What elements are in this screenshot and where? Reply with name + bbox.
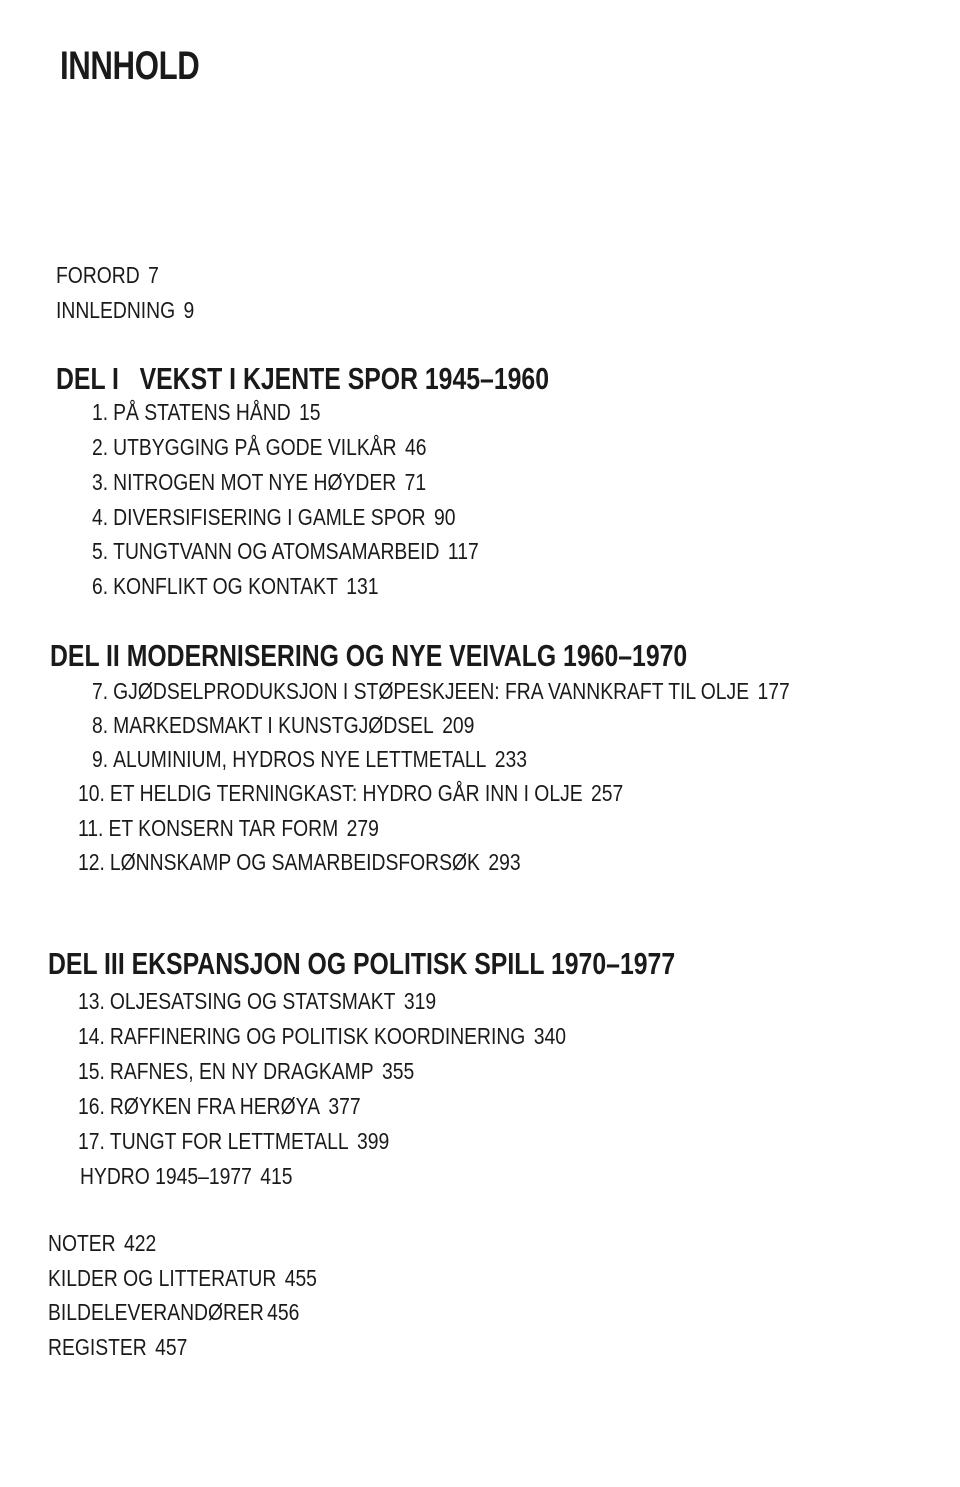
- toc-chapter-8[interactable]: [92, 712, 547, 739]
- toc-entry-page: 456: [267, 1299, 300, 1325]
- toc-page-title-wrap: [60, 44, 239, 89]
- chapter-title: UTBYGGING PÅ GODE VILKÅR: [113, 434, 397, 460]
- chapter-number: 4.: [92, 504, 109, 530]
- toc-entry-label: NOTER: [48, 1230, 116, 1256]
- chapter-number: 3.: [92, 469, 109, 495]
- toc-chapter-15[interactable]: [78, 1058, 478, 1085]
- chapter-title: DIVERSIFISERING I GAMLE SPOR: [113, 504, 426, 530]
- toc-entry-index[interactable]: [48, 1334, 214, 1361]
- chapter-page: 377: [328, 1093, 361, 1119]
- toc-entry-page: 7: [148, 262, 159, 288]
- chapter-page: 117: [447, 538, 479, 564]
- chapter-title: MARKEDSMAKT I KUNSTGJØDSEL: [113, 712, 434, 738]
- toc-chapter-6[interactable]: [92, 573, 433, 600]
- page-title: INNHOLD: [60, 44, 200, 88]
- chapter-number: 2.: [92, 434, 109, 460]
- toc-chapter-7[interactable]: [92, 678, 923, 705]
- chapter-number: 14.: [78, 1023, 105, 1049]
- chapter-title: RØYKEN FRA HERØYA: [109, 1093, 320, 1119]
- part-3-heading-wrap: [48, 946, 832, 982]
- chapter-title: TUNGT FOR LETTMETALL: [109, 1128, 349, 1154]
- chapter-number: 5.: [92, 538, 109, 564]
- chapter-number: 1.: [92, 399, 109, 425]
- chapter-page: 177: [757, 678, 790, 704]
- toc-entry-label: INNLEDNING: [56, 297, 176, 323]
- toc-entry-notes[interactable]: [48, 1230, 177, 1257]
- chapter-number: 15.: [78, 1058, 105, 1084]
- toc-chapter-2[interactable]: [92, 434, 490, 461]
- part-2-heading-wrap: [50, 638, 847, 674]
- toc-appendix-hydro[interactable]: [80, 1163, 333, 1190]
- toc-entry-introduction[interactable]: [56, 297, 221, 324]
- chapter-page: 319: [403, 988, 437, 1014]
- chapter-number: 8.: [92, 712, 109, 738]
- toc-entry-label: REGISTER: [48, 1334, 147, 1360]
- toc-entry-page: 457: [155, 1334, 188, 1360]
- chapter-title: OLJESATSING OG STATSMAKT: [109, 988, 396, 1014]
- toc-chapter-4[interactable]: [92, 504, 525, 531]
- chapter-page: 340: [533, 1023, 566, 1049]
- chapter-number: 9.: [92, 746, 109, 772]
- part-3-heading: DEL III EKSPANSJON OG POLITISK SPILL 1970–1977: [48, 946, 676, 981]
- chapter-title: GJØDSELPRODUKSJON I STØPESKJEEN: FRA VANNKRAFT TIL OLJE: [113, 678, 750, 704]
- chapter-number: 16.: [78, 1093, 105, 1119]
- chapter-page: 399: [356, 1128, 390, 1154]
- toc-chapter-13[interactable]: [78, 988, 504, 1015]
- part-1-heading: DEL I VEKST I KJENTE SPOR 1945–1960: [56, 361, 549, 396]
- toc-entry-page: 9: [183, 297, 195, 323]
- toc-chapter-11[interactable]: [78, 815, 436, 842]
- chapter-page: 90: [433, 504, 456, 530]
- chapter-number: 6.: [92, 573, 109, 599]
- chapter-page: 46: [404, 434, 427, 460]
- chapter-page: 355: [382, 1058, 415, 1084]
- chapter-page: 131: [346, 573, 379, 599]
- toc-chapter-12[interactable]: [78, 849, 605, 876]
- chapter-title: KONFLIKT OG KONTAKT: [113, 573, 338, 599]
- chapter-title: RAFNES, EN NY DRAGKAMP: [109, 1058, 374, 1084]
- toc-entry-sources[interactable]: [48, 1265, 368, 1292]
- toc-chapter-9[interactable]: [92, 746, 610, 773]
- chapter-number: 10.: [78, 780, 105, 806]
- chapter-page: 257: [591, 780, 624, 806]
- chapter-title: PÅ STATENS HÅND: [113, 399, 291, 425]
- chapter-title: TUNGTVANN OG ATOMSAMARBEID: [113, 538, 440, 564]
- appendix-title: HYDRO 1945–1977: [80, 1163, 252, 1189]
- toc-chapter-14[interactable]: [78, 1023, 659, 1050]
- chapter-page: 233: [494, 746, 528, 772]
- chapter-page: 279: [346, 815, 379, 841]
- toc-entry-label: BILDELEVERANDØRER: [48, 1299, 264, 1325]
- chapter-number: 12.: [78, 849, 105, 875]
- chapter-title: ET HELDIG TERNINGKAST: HYDRO GÅR INN I OLJE: [109, 780, 583, 806]
- chapter-title: RAFFINERING OG POLITISK KOORDINERING: [109, 1023, 526, 1049]
- toc-entry-page: 455: [284, 1265, 317, 1291]
- chapter-page: 71: [404, 469, 427, 495]
- toc-chapter-1[interactable]: [92, 399, 364, 426]
- toc-entry-label: KILDER OG LITTERATUR: [48, 1265, 277, 1291]
- chapter-title: NITROGEN MOT NYE HØYDER: [113, 469, 397, 495]
- toc-entry-foreword[interactable]: [56, 262, 178, 289]
- chapter-title: LØNNSKAMP OG SAMARBEIDSFORSØK: [109, 849, 480, 875]
- toc-chapter-17[interactable]: [78, 1128, 448, 1155]
- part-2-heading: DEL II MODERNISERING OG NYE VEIVALG 1960–1970: [50, 638, 688, 673]
- chapter-number: 11.: [78, 815, 104, 841]
- chapter-page: 15: [299, 399, 321, 425]
- toc-chapter-3[interactable]: [92, 469, 490, 496]
- toc-entry-image-credits[interactable]: [48, 1299, 347, 1326]
- toc-chapter-5[interactable]: [92, 538, 552, 565]
- toc-chapter-10[interactable]: [78, 780, 727, 807]
- chapter-title: ET KONSERN TAR FORM: [108, 815, 339, 841]
- chapter-number: 17.: [78, 1128, 105, 1154]
- toc-entry-label: FORORD: [56, 262, 140, 288]
- chapter-page: 293: [488, 849, 521, 875]
- chapter-page: 209: [442, 712, 475, 738]
- toc-entry-page: 422: [124, 1230, 157, 1256]
- part-1-heading-wrap: [56, 361, 672, 397]
- chapter-title: ALUMINIUM, HYDROS NYE LETTMETALL: [113, 746, 487, 772]
- chapter-number: 13.: [78, 988, 105, 1014]
- chapter-number: 7.: [92, 678, 109, 704]
- toc-chapter-16[interactable]: [78, 1093, 414, 1120]
- appendix-page: 415: [260, 1163, 293, 1189]
